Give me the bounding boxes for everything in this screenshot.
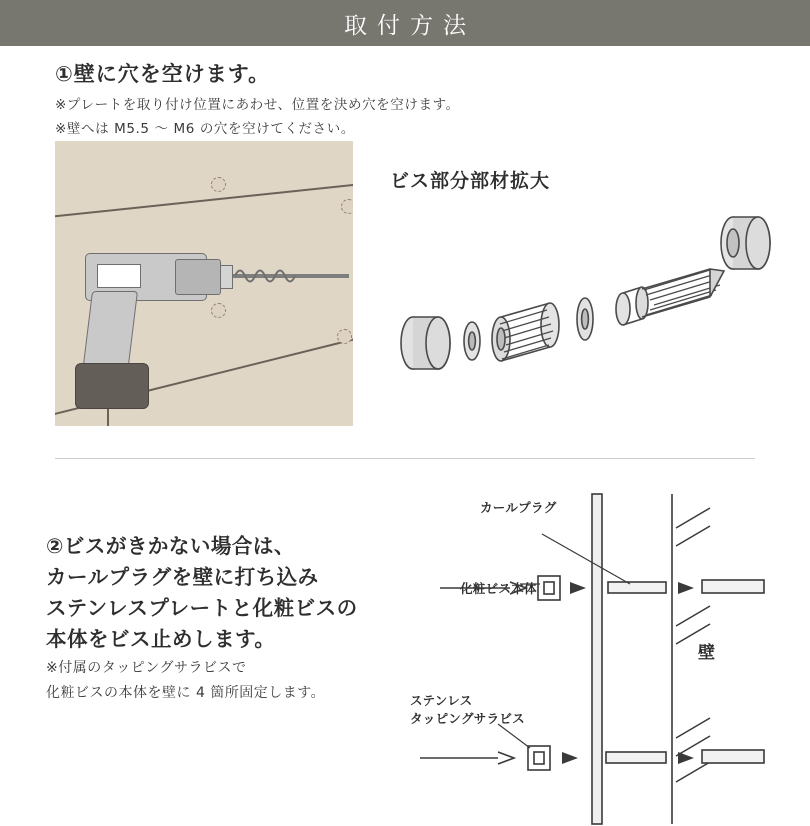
threaded-barrel-part bbox=[492, 303, 559, 361]
section2-heading bbox=[46, 531, 358, 655]
section2-heading-line3: ステンレスプレートと化粧ビスの bbox=[46, 596, 358, 620]
parts-diagram-title: ビス部分部材拡大 bbox=[390, 170, 551, 192]
section1-note-1: ※プレートを取り付け位置にあわせ、位置を決め穴を空けます。 bbox=[55, 97, 460, 113]
washer-small-part bbox=[464, 322, 480, 360]
section2-heading-line2: カールプラグを壁に打ち込み bbox=[46, 565, 319, 589]
section2-heading-line1: ②ビスがきかない場合は、 bbox=[46, 534, 295, 558]
cap-part bbox=[401, 317, 450, 369]
label-stainless-line2: タッピングサラビス bbox=[410, 711, 525, 726]
section2-heading-line4: 本体をビス止めします。 bbox=[46, 627, 276, 651]
label-curl-plug: カールプラグ bbox=[480, 500, 557, 515]
page-title: 取付方法 bbox=[344, 12, 476, 39]
washer-part bbox=[577, 298, 593, 340]
section-divider bbox=[55, 458, 755, 459]
label-stainless-line1: ステンレス bbox=[410, 693, 473, 708]
section2-note-line2: 化粧ビスの本体を壁に 4 箇所固定します。 bbox=[46, 685, 326, 701]
drill-bit-icon bbox=[233, 263, 299, 289]
section2-note-line1: ※付属のタッピングサラビスで bbox=[46, 660, 247, 676]
label-wall: 壁 bbox=[698, 643, 715, 663]
label-decor-screw-body: 化粧ビス本体 bbox=[460, 581, 537, 596]
nut-part bbox=[721, 217, 770, 269]
screw-part bbox=[616, 269, 724, 325]
page-body bbox=[0, 46, 810, 810]
section1-note-2: ※壁へは M5.5 ～ M6 の穴を空けてください。 bbox=[55, 121, 355, 137]
exploded-parts-diagram bbox=[380, 191, 780, 401]
page-header bbox=[0, 0, 810, 46]
section1-heading: ①壁に穴を空けます。 bbox=[55, 62, 271, 86]
section2-note bbox=[46, 656, 325, 706]
drill-photo bbox=[55, 141, 353, 426]
wall-assembly-diagram bbox=[380, 476, 800, 826]
